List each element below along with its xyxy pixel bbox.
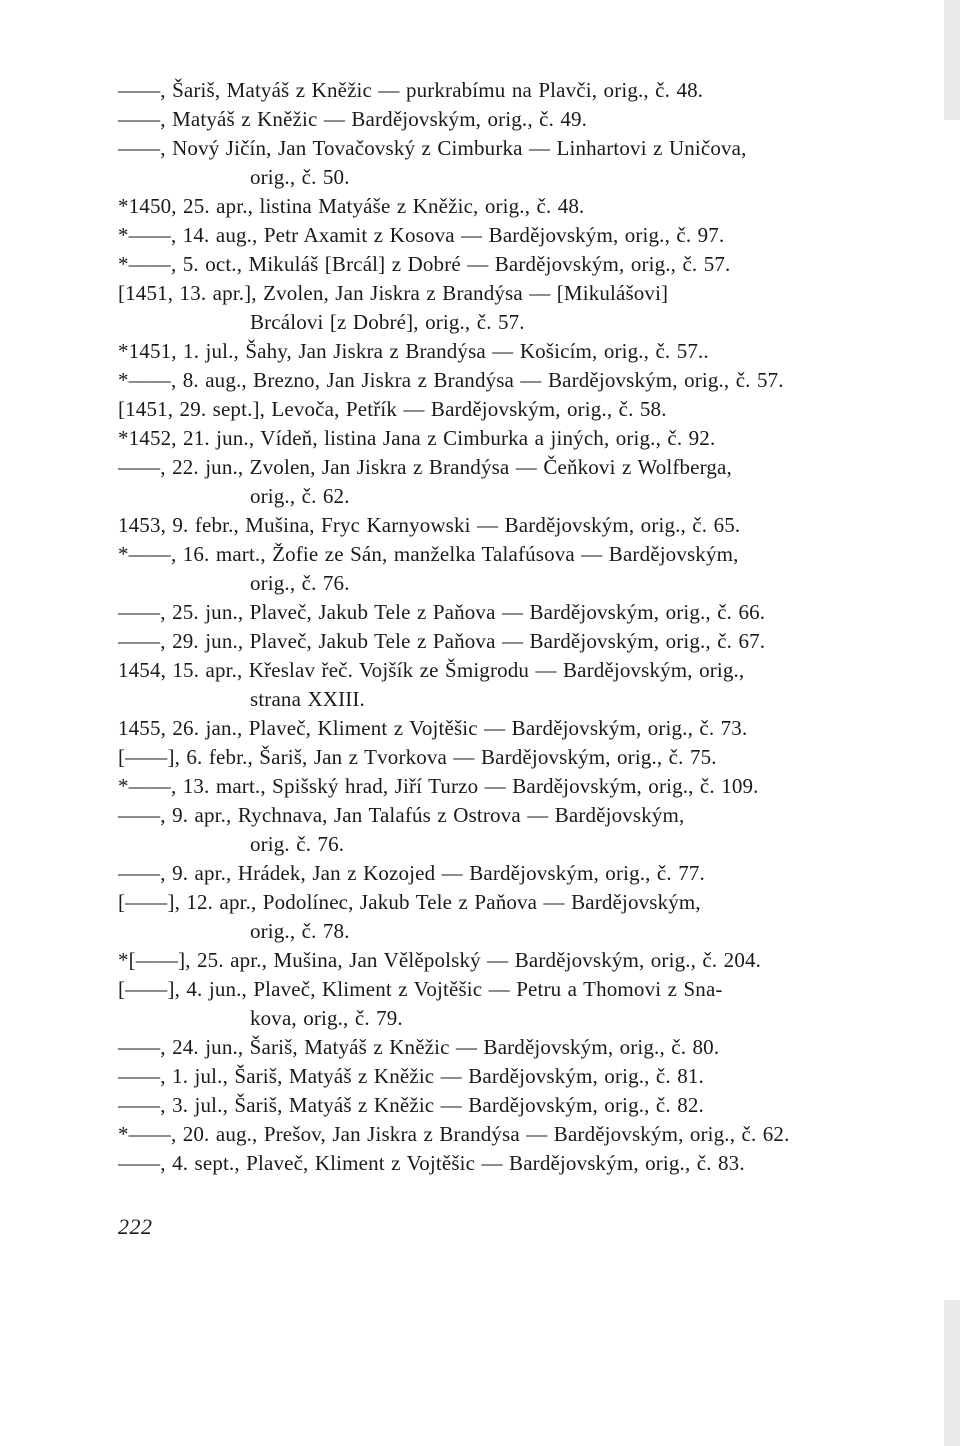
entry-line: ——, 9. apr., Hrádek, Jan z Kozojed — Bardějovským, orig., č. 77.: [118, 861, 705, 885]
entry-line: *——, 16. mart., Žofie ze Sán, manželka Talafúsova — Bardějovským,: [118, 542, 739, 566]
entry-line: 1455, 26. jan., Plaveč, Kliment z Vojtěšic — Bardějovským, orig., č. 73.: [118, 716, 748, 740]
register-entry: [118, 134, 903, 192]
register-entry: [118, 1120, 903, 1149]
register-entry: [118, 1149, 903, 1178]
register-entry: [118, 1062, 903, 1091]
entry-line: ——, 22. jun., Zvolen, Jan Jiskra z Brandýsa — Čeňkovi z Wolfberga,: [118, 455, 732, 479]
entry-continuation-line: orig., č. 78.: [250, 919, 350, 943]
entry-continuation-line: orig., č. 62.: [250, 484, 350, 508]
entry-line: ——, 3. jul., Šariš, Matyáš z Kněžic — Bardějovským, orig., č. 82.: [118, 1093, 704, 1117]
register-entry: [118, 975, 903, 1033]
entry-line: *[——], 25. apr., Mušina, Jan Vělěpolský — Bardějovským, orig., č. 204.: [118, 948, 762, 972]
entry-line: 1453, 9. febr., Mušina, Fryc Karnyowski — Bardějovským, orig., č. 65.: [118, 513, 741, 537]
entry-continuation-line: Brcálovi [z Dobré], orig., č. 57.: [250, 310, 525, 334]
entry-continuation-line: orig., č. 76.: [250, 571, 350, 595]
register-entry: [118, 598, 903, 627]
entry-line: ——, 29. jun., Plaveč, Jakub Tele z Paňova — Bardějovským, orig., č. 67.: [118, 629, 766, 653]
entry-continuation-line: strana XXIII.: [250, 687, 365, 711]
entry-line: ——, 1. jul., Šariš, Matyáš z Kněžic — Bardějovským, orig., č. 81.: [118, 1064, 704, 1088]
register-entry: [118, 627, 903, 656]
register-entry: [118, 859, 903, 888]
entry-line: 1454, 15. apr., Křeslav řeč. Vojšík ze Šmigrodu — Bardějovským, orig.,: [118, 658, 745, 682]
entry-line: [——], 4. jun., Plaveč, Kliment z Vojtěšic — Petru a Thomovi z Sna-: [118, 977, 723, 1001]
entry-line: [1451, 29. sept.], Levoča, Petřík — Bardějovským, orig., č. 58.: [118, 397, 667, 421]
entry-line: ——, 24. jun., Šariš, Matyáš z Kněžic — Bardějovským, orig., č. 80.: [118, 1035, 720, 1059]
page-number: 222: [118, 1214, 153, 1239]
entry-line: ——, 25. jun., Plaveč, Jakub Tele z Paňova — Bardějovským, orig., č. 66.: [118, 600, 766, 624]
register-entry: [118, 714, 903, 743]
entry-line: ——, 9. apr., Rychnava, Jan Talafús z Ostrova — Bardějovským,: [118, 803, 685, 827]
entry-line: ——, Nový Jičín, Jan Tovačovský z Cimburka — Linhartovi z Uničova,: [118, 136, 747, 160]
register-entry: [118, 1033, 903, 1062]
entry-line: ——, 4. sept., Plaveč, Kliment z Vojtěšic — Bardějovským, orig., č. 83.: [118, 1151, 745, 1175]
register-entry: [118, 946, 903, 975]
entry-line: ——, Šariš, Matyáš z Kněžic — purkrabímu na Plavči, orig., č. 48.: [118, 78, 704, 102]
entry-line: *——, 14. aug., Petr Axamit z Kosova — Bardějovským, orig., č. 97.: [118, 223, 725, 247]
register-entry: [118, 192, 903, 221]
scan-edge-shadow: [944, 1300, 960, 1446]
register-entry: [118, 337, 903, 366]
register-entry: [118, 250, 903, 279]
register-entry: [118, 105, 903, 134]
entry-line: ——, Matyáš z Kněžic — Bardějovským, orig., č. 49.: [118, 107, 588, 131]
entry-line: *1452, 21. jun., Vídeň, listina Jana z Cimburka a jiných, orig., č. 92.: [118, 426, 716, 450]
register-entries: [118, 76, 903, 1178]
register-entry: [118, 1091, 903, 1120]
register-entry: [118, 279, 903, 337]
register-entry: [118, 743, 903, 772]
register-entry: [118, 656, 903, 714]
register-entry: [118, 453, 903, 511]
entry-continuation-line: orig., č. 50.: [250, 165, 350, 189]
register-entry: [118, 424, 903, 453]
entry-line: *——, 8. aug., Brezno, Jan Jiskra z Brandýsa — Bardějovským, orig., č. 57.: [118, 368, 784, 392]
register-entry: [118, 395, 903, 424]
register-entry: [118, 888, 903, 946]
register-entry: [118, 801, 903, 859]
entry-line: [——], 6. febr., Šariš, Jan z Tvorkova — Bardějovským, orig., č. 75.: [118, 745, 717, 769]
entry-line: *1451, 1. jul., Šahy, Jan Jiskra z Brandýsa — Košicím, orig., č. 57..: [118, 339, 709, 363]
register-entry: [118, 511, 903, 540]
entry-line: *1450, 25. apr., listina Matyáše z Kněžic, orig., č. 48.: [118, 194, 585, 218]
entry-line: [——], 12. apr., Podolínec, Jakub Tele z Paňova — Bardějovským,: [118, 890, 701, 914]
register-entry: [118, 221, 903, 250]
entry-line: *——, 13. mart., Spišský hrad, Jiří Turzo — Bardějovským, orig., č. 109.: [118, 774, 759, 798]
register-entry: [118, 772, 903, 801]
entry-continuation-line: kova, orig., č. 79.: [250, 1006, 403, 1030]
scan-edge-shadow: [944, 0, 960, 120]
entry-line: *——, 20. aug., Prešov, Jan Jiskra z Brandýsa — Bardějovským, orig., č. 62.: [118, 1122, 790, 1146]
entry-line: *——, 5. oct., Mikuláš [Brcál] z Dobré — Bardějovským, orig., č. 57.: [118, 252, 731, 276]
entry-continuation-line: orig. č. 76.: [250, 832, 345, 856]
entry-line: [1451, 13. apr.], Zvolen, Jan Jiskra z Brandýsa — [Mikulášovi]: [118, 281, 669, 305]
register-entry: [118, 76, 903, 105]
register-entry: [118, 366, 903, 395]
register-entry: [118, 540, 903, 598]
